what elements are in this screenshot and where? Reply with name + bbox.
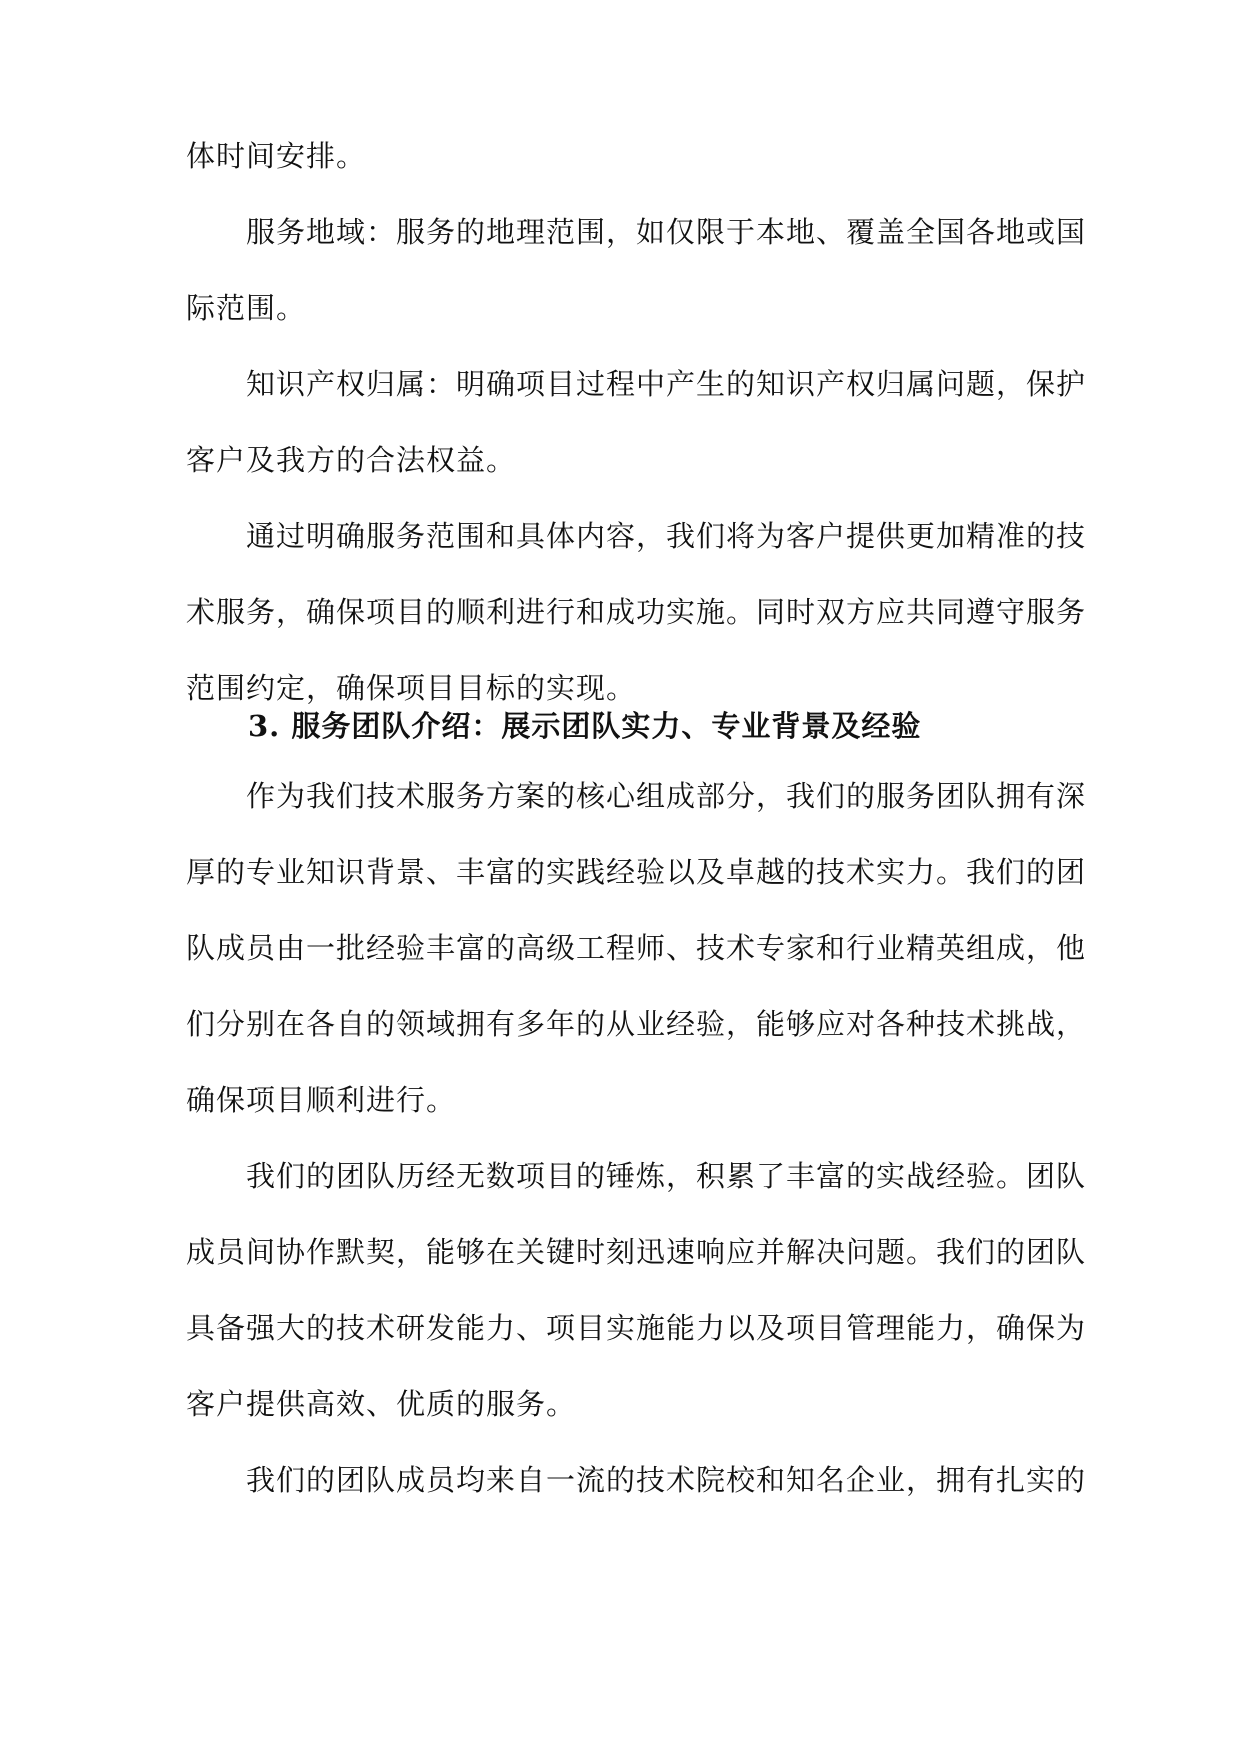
text-line: 具备强大的技术研发能力、项目实施能力以及项目管理能力，确保为 — [186, 1311, 1087, 1345]
text-line: 队成员由一批经验丰富的高级工程师、技术专家和行业精英组成，他 — [186, 931, 1087, 965]
text-line: 服务地域：服务的地理范围，如仅限于本地、覆盖全国各地或国 — [246, 215, 1087, 249]
text-line: 我们的团队历经无数项目的锤炼，积累了丰富的实战经验。团队 — [246, 1159, 1087, 1193]
text-line: 作为我们技术服务方案的核心组成部分，我们的服务团队拥有深 — [246, 779, 1087, 813]
text-line: 确保项目顺利进行。 — [186, 1083, 457, 1117]
text-line: 范围约定，确保项目目标的实现。 — [186, 671, 637, 705]
text-line: 我们的团队成员均来自一流的技术院校和知名企业，拥有扎实的 — [246, 1463, 1087, 1497]
text-line: 客户及我方的合法权益。 — [186, 443, 517, 477]
text-line: 术服务，确保项目的顺利进行和成功实施。同时双方应共同遵守服务 — [186, 595, 1087, 629]
text-line: 际范围。 — [186, 291, 307, 325]
text-line: 厚的专业知识背景、丰富的实践经验以及卓越的技术实力。我们的团 — [186, 855, 1087, 889]
text-line: 体时间安排。 — [186, 139, 367, 173]
paragraph-block-2 — [186, 758, 1087, 1518]
text-line: 客户提供高效、优质的服务。 — [186, 1387, 577, 1421]
text-line: 通过明确服务范围和具体内容，我们将为客户提供更加精准的技 — [246, 519, 1087, 553]
text-line: 知识产权归属：明确项目过程中产生的知识产权归属问题，保护 — [246, 367, 1087, 401]
paragraph-block-1 — [186, 118, 1087, 726]
text-line: 们分别在各自的领域拥有多年的从业经验，能够应对各种技术挑战， — [186, 1007, 1087, 1041]
section-heading: 3. 服务团队介绍：展示团队实力、专业背景及经验 — [248, 709, 922, 743]
text-line: 成员间协作默契，能够在关键时刻迅速响应并解决问题。我们的团队 — [186, 1235, 1087, 1269]
